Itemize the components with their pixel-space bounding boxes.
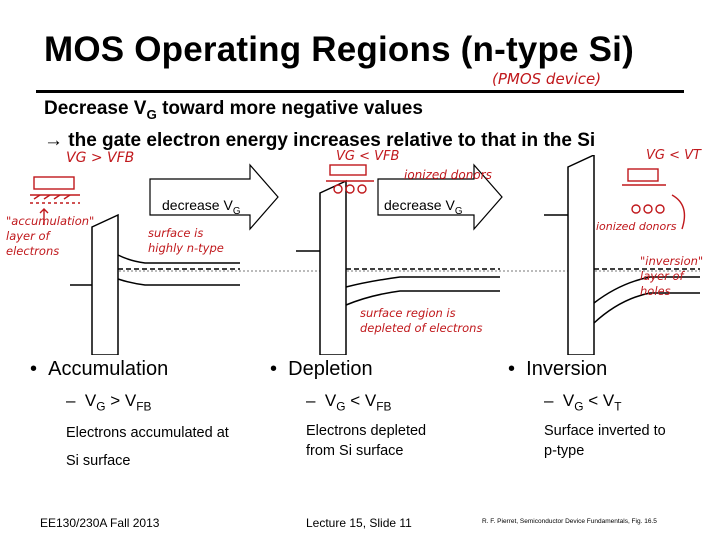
pmos-note: (PMOS device): [492, 70, 602, 88]
region-depletion: [270, 358, 490, 461]
intro-line-1-sub: G: [146, 106, 157, 122]
decrease-vg-label-1: [162, 197, 240, 217]
bullet-icon: •: [508, 358, 516, 380]
region-accumulation-condition: – $V_G > V_{FB}$: [66, 391, 152, 414]
annot-vg-gt-vfb: VG > VFB: [66, 150, 135, 166]
decrease-vg-text-1: decrease V: [162, 197, 233, 213]
annot-surface-depleted: surface region is depleted of electrons: [360, 306, 483, 335]
right-arrow-icon: →: [44, 130, 63, 151]
intrinsic-level-1: [118, 279, 240, 285]
desc-line: p-type: [544, 443, 585, 460]
cond-var: V: [324, 391, 337, 410]
region-depletion-heading: [270, 358, 490, 381]
region-accumulation-heading: [30, 358, 270, 381]
region-inversion-condition: – $V_G < V_T$: [544, 391, 622, 414]
region-depletion-condition: – $V_G < V_{FB}$: [306, 391, 392, 414]
slide-title: MOS Operating Regions (n-type Si): [44, 30, 634, 69]
footer-reference: R. F. Pierret, Semiconductor Device Fundamentals, Fig. 16.5: [482, 518, 657, 525]
intrinsic-level-2: [346, 291, 500, 305]
region-inversion-name: Inversion: [526, 358, 608, 380]
annot-vg-lt-vfb: VG < VFB: [336, 149, 400, 164]
cond-op: > V: [105, 391, 137, 410]
cond-op: < V: [345, 391, 377, 410]
cond-sub: G: [96, 399, 106, 414]
annot-surface-highly-ntype: surface is highly n-type: [148, 226, 224, 255]
cond-sub: FB: [136, 399, 152, 414]
decrease-vg-sub-1: G: [232, 205, 241, 217]
annot-accumulation-layer: "accumulation" layer of electrons: [6, 214, 95, 258]
desc-line: from Si surface: [306, 443, 404, 460]
cond-sub: G: [574, 399, 584, 414]
intro-line-1-prefix: Decrease V: [44, 98, 147, 119]
intro-line-2-text: the gate electron energy increases relative to that in the Si: [63, 130, 596, 151]
cond-var: V: [84, 391, 97, 410]
region-accumulation: [30, 358, 270, 473]
intro-line-1-suffix: toward more negative values: [156, 98, 423, 119]
bullet-icon: •: [270, 358, 278, 380]
cond-sub: FB: [376, 399, 392, 414]
desc-line: Electrons accumulated at: [66, 425, 229, 442]
footer-lecture: Lecture 15, Slide 11: [306, 516, 412, 530]
footer-course: EE130/230A Fall 2013: [40, 516, 160, 530]
cond-sub: T: [614, 399, 622, 414]
bullet-icon: •: [30, 358, 38, 380]
region-depletion-desc: [306, 421, 490, 461]
region-accumulation-desc: [66, 421, 270, 473]
cond-op: < V: [583, 391, 615, 410]
annot-inversion-layer: "inversion" layer of holes: [640, 254, 704, 298]
region-accumulation-name: Accumulation: [48, 358, 169, 380]
annot-ionized-donors-2: ionized donors: [596, 220, 677, 233]
region-inversion-heading: [508, 358, 708, 381]
gate-oxide-2: [320, 181, 346, 355]
region-inversion: [508, 358, 708, 461]
annot-vg-lt-vt: VG < VT: [646, 148, 701, 163]
conduction-band-1: [118, 255, 240, 263]
annot-ionized-donors-1: ionized donors: [404, 168, 492, 182]
title-underline: [36, 90, 684, 93]
intro-line-1: [44, 98, 423, 122]
region-inversion-desc: [544, 421, 708, 461]
decrease-vg-label-2: [384, 197, 462, 217]
desc-line: Si surface: [66, 453, 131, 470]
region-depletion-name: Depletion: [288, 358, 373, 380]
gate-oxide-3: [568, 155, 594, 355]
conduction-band-2: [346, 277, 500, 287]
decrease-vg-sub-2: G: [454, 205, 463, 217]
decrease-vg-text-2: decrease V: [384, 197, 455, 213]
cond-var: V: [562, 391, 575, 410]
cond-sub: G: [336, 399, 346, 414]
desc-line: Electrons depleted: [306, 423, 427, 440]
desc-line: Surface inverted to: [544, 423, 666, 440]
intro-line-2: [44, 130, 595, 152]
